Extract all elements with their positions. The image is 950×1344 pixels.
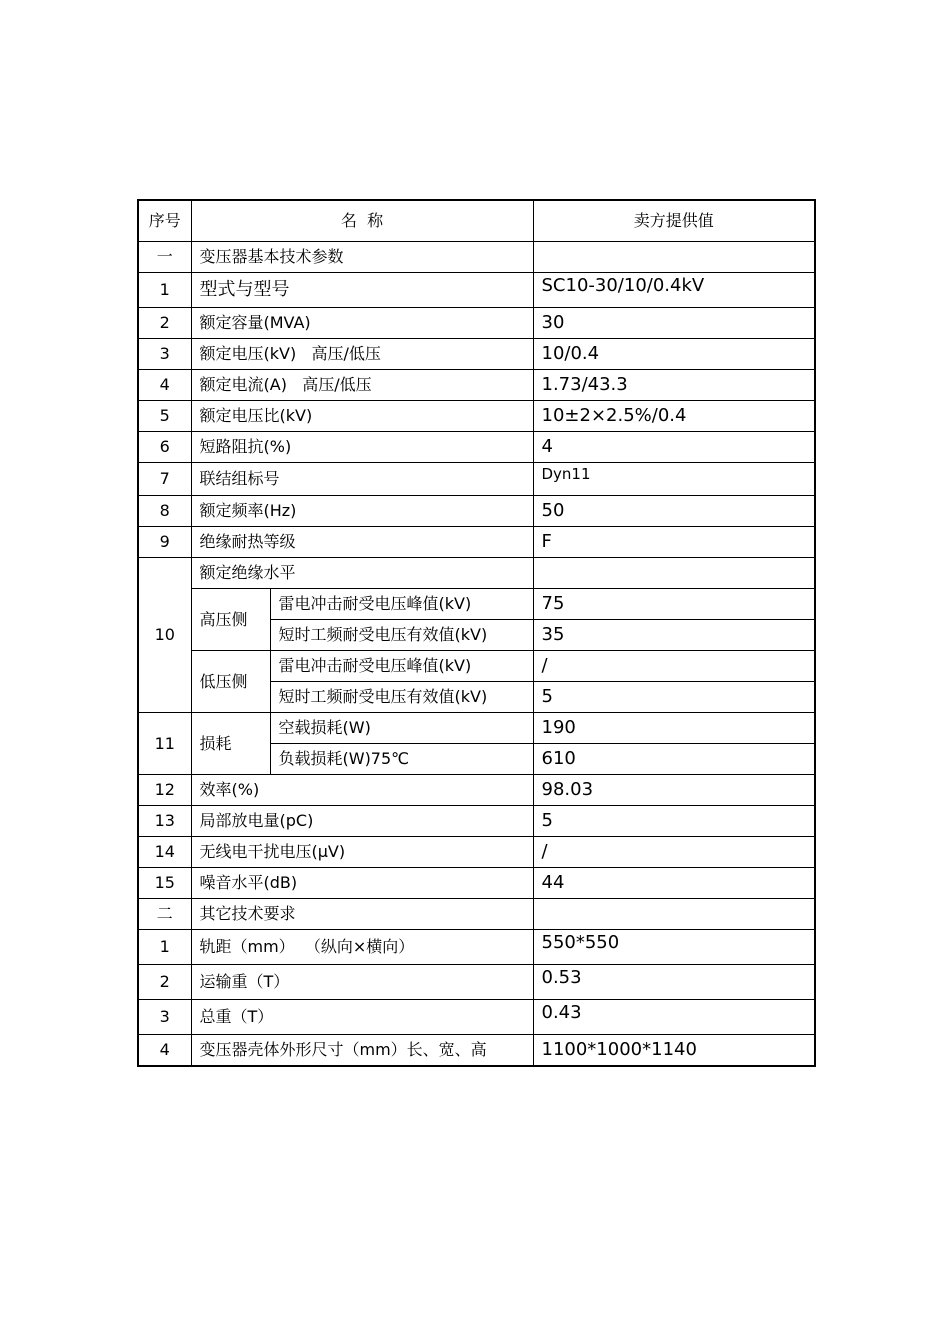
table-row <box>138 401 815 432</box>
row-value: 44 <box>533 868 815 899</box>
row-number: 4 <box>138 1035 191 1067</box>
row-value <box>533 899 815 930</box>
row-name: 额定频率(Hz) <box>191 496 533 527</box>
row-name: 空载损耗(W) <box>270 713 533 744</box>
lv-side-label: 低压侧 <box>191 651 270 713</box>
row-value: 5 <box>533 806 815 837</box>
row-value: 30 <box>533 308 815 339</box>
row-value: Dyn11 <box>533 463 815 496</box>
table-row <box>138 806 815 837</box>
row-number: 13 <box>138 806 191 837</box>
table-row <box>138 273 815 308</box>
row-name: 负载损耗(W)75℃ <box>270 744 533 775</box>
row-number: 10 <box>138 558 191 713</box>
table-row <box>138 1035 815 1067</box>
row-value <box>533 242 815 273</box>
row-number: 一 <box>138 242 191 273</box>
table-row <box>138 527 815 558</box>
row-name: 变压器基本技术参数 <box>191 242 533 273</box>
row-name: 总重（T） <box>191 1000 533 1035</box>
row-name: 轨距（mm） （纵向×横向） <box>191 930 533 965</box>
row-name: 短时工频耐受电压有效值(kV) <box>270 682 533 713</box>
row-number: 4 <box>138 370 191 401</box>
table-row <box>138 651 815 682</box>
row-number: 二 <box>138 899 191 930</box>
table-row <box>138 837 815 868</box>
row-name: 绝缘耐热等级 <box>191 527 533 558</box>
hv-side-label: 高压侧 <box>191 589 270 651</box>
row-value: 190 <box>533 713 815 744</box>
row-name: 噪音水平(dB) <box>191 868 533 899</box>
row-value: 4 <box>533 432 815 463</box>
header-name: 名 称 <box>191 200 533 242</box>
row-number: 8 <box>138 496 191 527</box>
row-value: 10±2×2.5%/0.4 <box>533 401 815 432</box>
table-row <box>138 965 815 1000</box>
row-value: 1100*1000*1140 <box>533 1035 815 1067</box>
row-name: 局部放电量(pC) <box>191 806 533 837</box>
row-value: 5 <box>533 682 815 713</box>
table-row <box>138 930 815 965</box>
table-row <box>138 432 815 463</box>
row-name: 运输重（T） <box>191 965 533 1000</box>
row-name: 额定电压(kV) 高压/低压 <box>191 339 533 370</box>
row-value: 610 <box>533 744 815 775</box>
table-row <box>138 1000 815 1035</box>
table-row <box>138 713 815 744</box>
row-value: 98.03 <box>533 775 815 806</box>
row-number: 5 <box>138 401 191 432</box>
row-name: 短路阻抗(%) <box>191 432 533 463</box>
row-number: 3 <box>138 339 191 370</box>
row-name: 额定电流(A) 高压/低压 <box>191 370 533 401</box>
row-value: SC10-30/10/0.4kV <box>533 273 815 308</box>
table-row <box>138 308 815 339</box>
row-name: 雷电冲击耐受电压峰值(kV) <box>270 589 533 620</box>
row-name: 短时工频耐受电压有效值(kV) <box>270 620 533 651</box>
row-number: 6 <box>138 432 191 463</box>
row-value: 75 <box>533 589 815 620</box>
row-name: 雷电冲击耐受电压峰值(kV) <box>270 651 533 682</box>
row-number: 3 <box>138 1000 191 1035</box>
row-value: F <box>533 527 815 558</box>
row-number: 2 <box>138 965 191 1000</box>
row-number: 1 <box>138 930 191 965</box>
row-value <box>533 558 815 589</box>
row-number: 14 <box>138 837 191 868</box>
row-name: 其它技术要求 <box>191 899 533 930</box>
row-number: 11 <box>138 713 191 775</box>
row-number: 1 <box>138 273 191 308</box>
spec-table <box>137 199 816 1067</box>
row-value: 0.43 <box>533 1000 815 1035</box>
table-row <box>138 868 815 899</box>
row-name: 联结组标号 <box>191 463 533 496</box>
row-value: / <box>533 837 815 868</box>
row-value: 1.73/43.3 <box>533 370 815 401</box>
row-name: 型式与型号 <box>191 273 533 308</box>
row-number: 7 <box>138 463 191 496</box>
table-row <box>138 496 815 527</box>
table-row <box>138 339 815 370</box>
row-name: 变压器壳体外形尺寸（mm）长、宽、高 <box>191 1035 533 1067</box>
row-value: / <box>533 651 815 682</box>
row-name: 额定电压比(kV) <box>191 401 533 432</box>
table-row <box>138 899 815 930</box>
header-seq: 序号 <box>138 200 191 242</box>
insulation-title: 额定绝缘水平 <box>191 558 533 589</box>
row-value: 0.53 <box>533 965 815 1000</box>
row-number: 9 <box>138 527 191 558</box>
row-value: 10/0.4 <box>533 339 815 370</box>
table-row <box>138 775 815 806</box>
row-value: 550*550 <box>533 930 815 965</box>
table-row-insulation-title <box>138 558 815 589</box>
table-row <box>138 242 815 273</box>
table-header-row <box>138 200 815 242</box>
row-value: 50 <box>533 496 815 527</box>
row-name: 效率(%) <box>191 775 533 806</box>
row-name: 额定容量(MVA) <box>191 308 533 339</box>
row-value: 35 <box>533 620 815 651</box>
loss-label: 损耗 <box>191 713 270 775</box>
table-row <box>138 370 815 401</box>
row-number: 12 <box>138 775 191 806</box>
row-name: 无线电干扰电压(μV) <box>191 837 533 868</box>
table-row <box>138 463 815 496</box>
row-number: 2 <box>138 308 191 339</box>
table-row <box>138 589 815 620</box>
row-number: 15 <box>138 868 191 899</box>
header-value: 卖方提供值 <box>533 200 815 242</box>
